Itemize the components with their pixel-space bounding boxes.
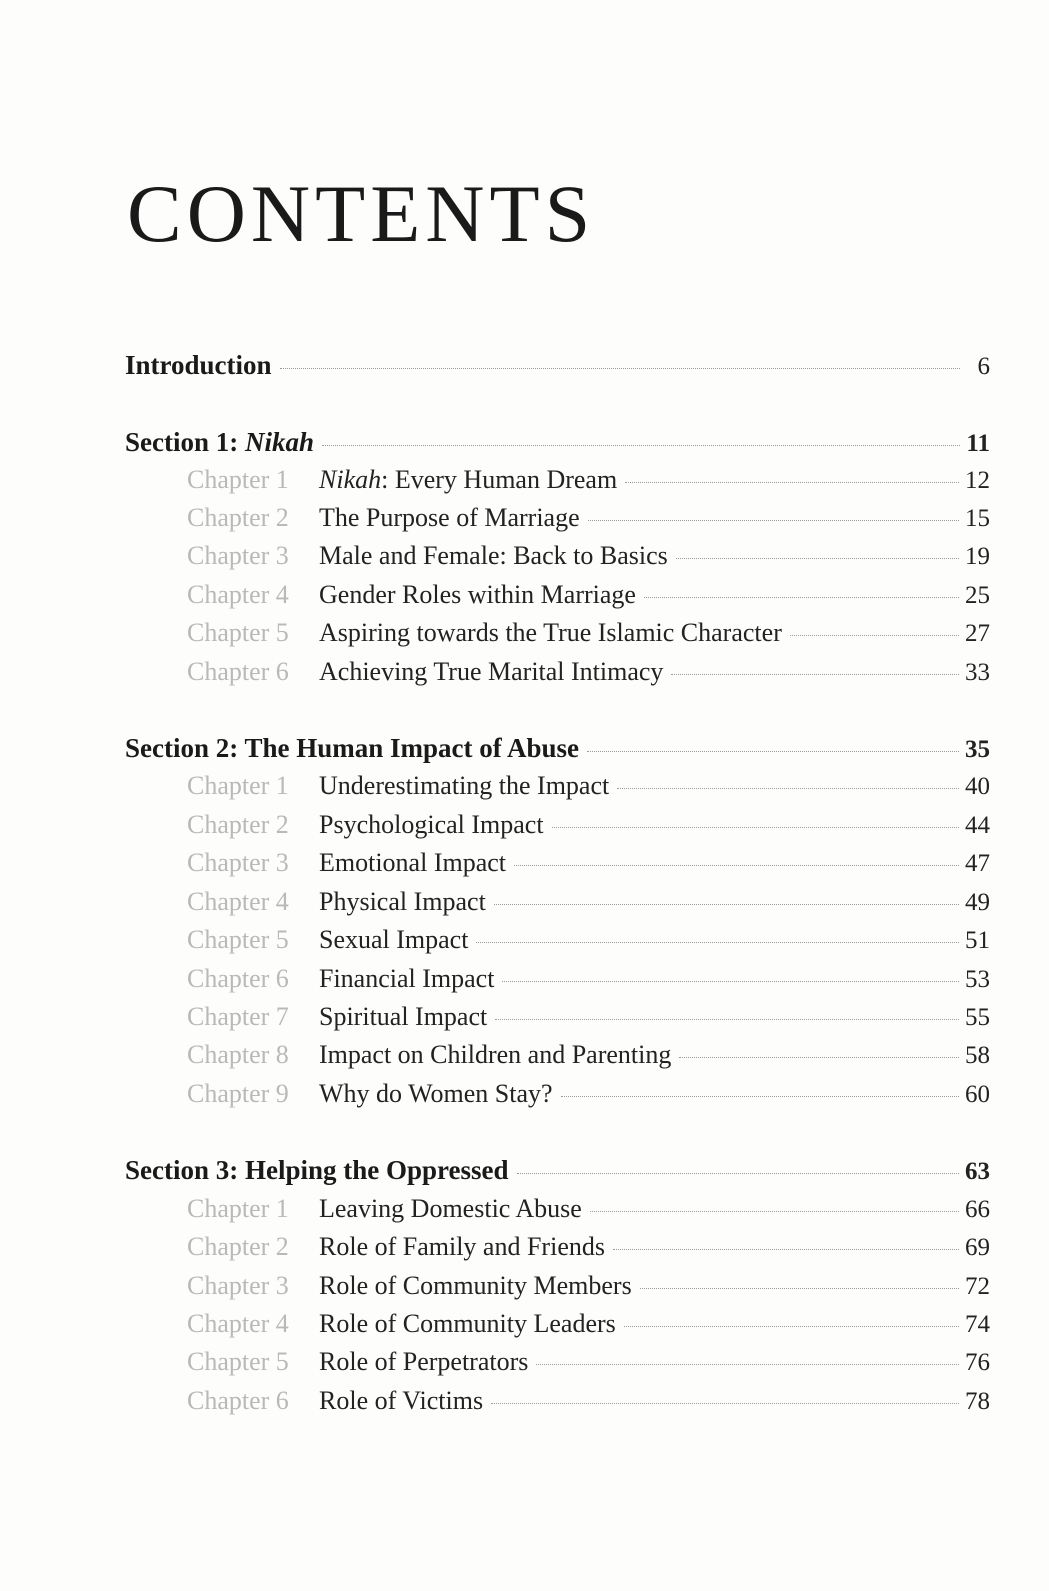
chapter-number: Chapter 9 [187,1079,289,1108]
toc-chapter[interactable] [125,887,990,925]
toc-chapter[interactable] [125,618,990,656]
section-label-prefix: Section 1: [125,427,245,457]
chapter-page: 66 [965,1196,990,1223]
introduction-page: 6 [977,353,990,380]
toc-section-2[interactable] [125,733,990,771]
chapter-title: Physical Impact [319,887,486,916]
chapter-page: 51 [965,927,990,954]
chapter-number: Chapter 6 [187,964,289,993]
dot-leader [552,827,959,828]
chapter-title-emphasis: Nikah [319,465,382,494]
dot-leader [590,1211,959,1212]
chapter-number: Chapter 1 [187,771,289,800]
dot-leader [617,788,959,789]
chapter-number: Chapter 8 [187,1040,289,1069]
section-label: Section 2: The Human Impact of Abuse [125,733,580,763]
chapter-title: Aspiring towards the True Islamic Character [319,618,782,647]
dot-leader [322,445,960,446]
dot-leader [494,904,959,905]
chapter-title: Role of Community Members [319,1271,632,1300]
chapter-page: 44 [965,812,990,839]
chapter-number: Chapter 4 [187,580,289,609]
dot-leader [679,1057,959,1058]
chapter-page: 15 [965,505,990,532]
chapter-page: 72 [965,1273,990,1300]
toc-chapter[interactable] [125,848,990,886]
chapter-number: Chapter 5 [187,618,289,647]
chapter-number: Chapter 3 [187,1271,289,1300]
chapter-title: Spiritual Impact [319,1002,488,1031]
chapter-title: Leaving Domestic Abuse [319,1194,582,1223]
toc-chapter[interactable] [125,1271,990,1309]
toc-chapter[interactable] [125,1002,990,1040]
toc-chapter[interactable] [125,503,990,541]
dot-leader [587,751,959,752]
toc-chapter[interactable] [125,580,990,618]
chapter-title: Why do Women Stay? [319,1079,553,1108]
dot-leader [502,981,959,982]
dot-leader [640,1288,959,1289]
chapter-title: Sexual Impact [319,925,469,954]
chapter-number: Chapter 3 [187,541,289,570]
chapter-page: 53 [965,966,990,993]
chapter-number: Chapter 1 [187,1194,289,1223]
chapter-number: Chapter 2 [187,1232,289,1261]
chapter-number: Chapter 6 [187,1386,289,1415]
toc-section-1[interactable] [125,427,990,465]
section-label-emphasis: Nikah [244,427,315,457]
chapter-title: Role of Family and Friends [319,1232,605,1261]
chapter-page: 33 [965,659,990,686]
chapter-page: 12 [965,467,990,494]
chapter-title: Psychological Impact [319,810,544,839]
toc-chapter[interactable] [125,541,990,579]
dot-leader [536,1364,959,1365]
chapter-page: 25 [965,582,990,609]
toc-chapter[interactable] [125,1079,990,1117]
section-page: 11 [966,430,990,457]
chapter-title: Emotional Impact [319,848,507,877]
chapter-title-text: : Every Human Dream [381,465,618,494]
dot-leader [491,1403,959,1404]
toc-chapter[interactable] [125,771,990,809]
toc-chapter[interactable] [125,1386,990,1424]
dot-leader [495,1019,959,1020]
toc-section-3[interactable] [125,1155,990,1193]
section-page: 63 [965,1158,990,1185]
toc-chapter[interactable] [125,1232,990,1270]
dot-leader [790,635,959,636]
toc-chapter[interactable] [125,1309,990,1347]
chapter-page: 49 [965,889,990,916]
chapter-page: 19 [965,543,990,570]
dot-leader [644,597,959,598]
chapter-page: 69 [965,1234,990,1261]
toc-chapter[interactable] [125,1040,990,1078]
introduction-label: Introduction [125,350,272,380]
chapter-title [319,465,617,495]
toc-chapter[interactable] [125,657,990,695]
chapter-page: 27 [965,620,990,647]
chapter-page: 58 [965,1042,990,1069]
section-label [125,427,314,458]
chapter-number: Chapter 1 [187,465,289,494]
chapter-number: Chapter 6 [187,657,289,686]
chapter-page: 78 [965,1388,990,1415]
dot-leader [476,942,959,943]
toc-chapter[interactable] [125,465,990,503]
chapter-number: Chapter 7 [187,1002,289,1031]
dot-leader [676,558,959,559]
section-label: Section 3: Helping the Oppressed [125,1155,509,1185]
toc-chapter[interactable] [125,964,990,1002]
toc-chapter[interactable] [125,810,990,848]
chapter-page: 40 [965,773,990,800]
dot-leader [280,368,960,369]
dot-leader [625,482,959,483]
page-title: CONTENTS [127,167,596,259]
chapter-number: Chapter 3 [187,848,289,877]
chapter-page: 60 [965,1081,990,1108]
chapter-title: Underestimating the Impact [319,771,610,800]
chapter-number: Chapter 5 [187,1347,289,1376]
dot-leader [517,1173,959,1174]
dot-leader [671,674,959,675]
chapter-number: Chapter 2 [187,503,289,532]
toc-chapter[interactable] [125,1347,990,1385]
toc-introduction[interactable] [125,350,990,388]
section-page: 35 [965,736,990,763]
dot-leader [561,1096,959,1097]
chapter-number: Chapter 4 [187,1309,289,1338]
chapter-title: Role of Community Leaders [319,1309,616,1338]
chapter-number: Chapter 2 [187,810,289,839]
dot-leader [588,520,959,521]
chapter-page: 55 [965,1004,990,1031]
toc-chapter[interactable] [125,1194,990,1232]
toc-chapter[interactable] [125,925,990,963]
chapter-title: Gender Roles within Marriage [319,580,636,609]
chapter-title: Impact on Children and Parenting [319,1040,672,1069]
chapter-page: 47 [965,850,990,877]
chapter-number: Chapter 4 [187,887,289,916]
chapter-number: Chapter 5 [187,925,289,954]
chapter-title: Role of Perpetrators [319,1347,529,1376]
dot-leader [514,865,959,866]
chapter-page: 76 [965,1349,990,1376]
dot-leader [613,1249,959,1250]
chapter-title: Role of Victims [319,1386,484,1415]
chapter-page: 74 [965,1311,990,1338]
chapter-title: Financial Impact [319,964,495,993]
chapter-title: Achieving True Marital Intimacy [319,657,664,686]
chapter-title: Male and Female: Back to Basics [319,541,668,570]
chapter-title: The Purpose of Marriage [319,503,580,532]
dot-leader [624,1326,959,1327]
